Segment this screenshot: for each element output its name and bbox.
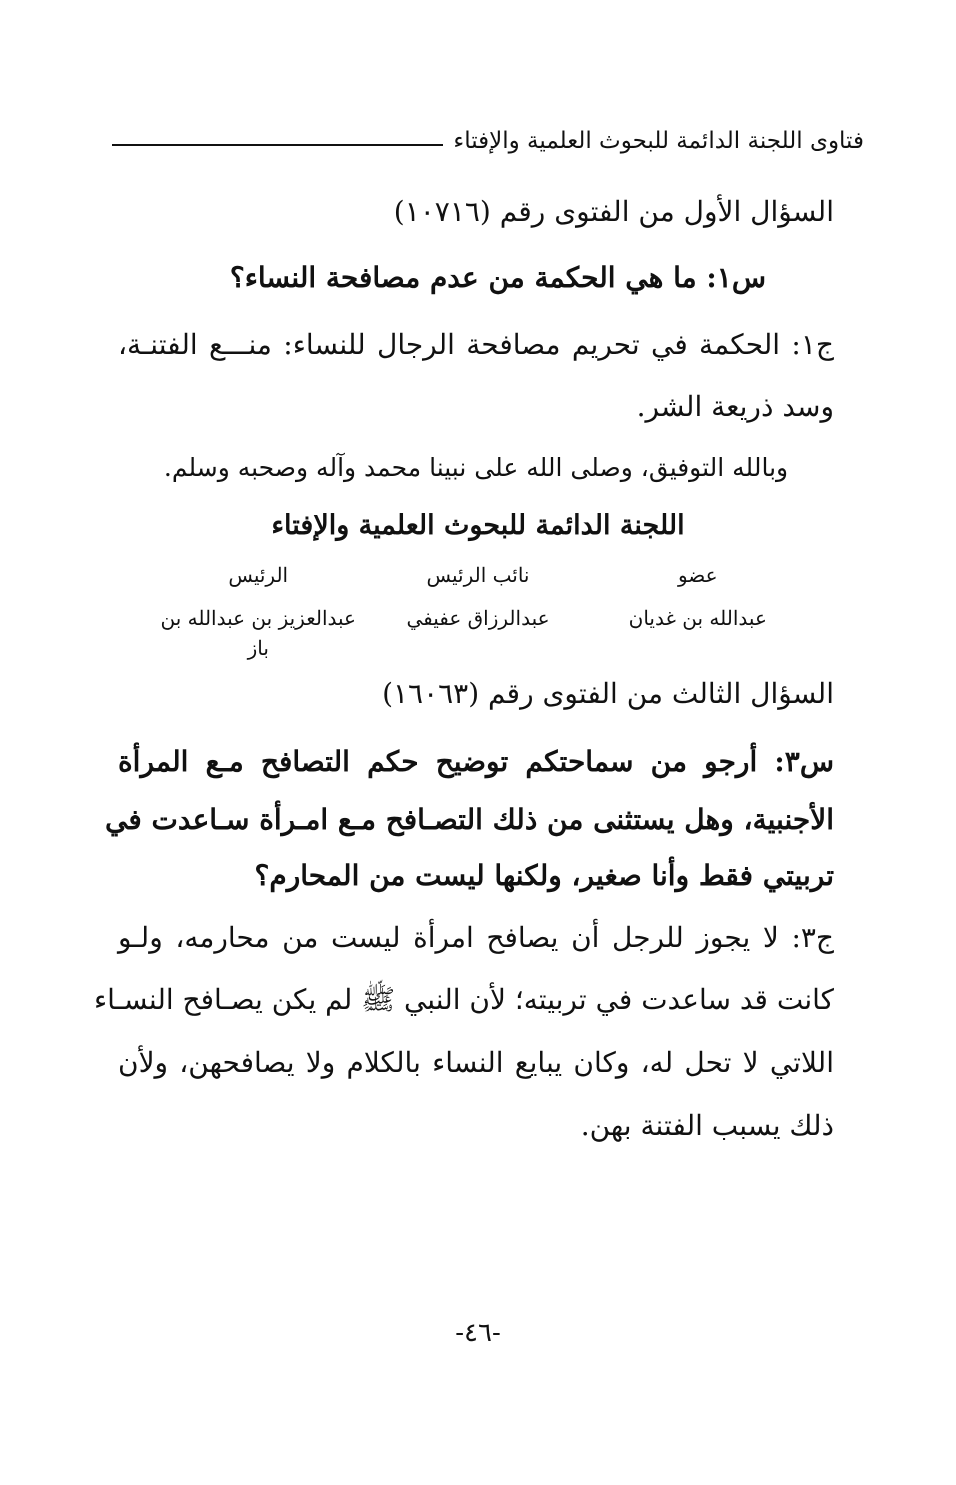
signatory-name: عبدالرزاق عفيفي [406, 606, 550, 630]
signatory-names [150, 603, 806, 663]
fatwa2-answer-line-4: ذلك يسبب الفتنة بهن. [580, 1109, 834, 1142]
signatory-role: نائب الرئيس [426, 563, 530, 587]
fatwa2-heading: السؤال الثالث من الفتوى رقم (١٦٠٦٣) [382, 677, 834, 710]
header-rule [112, 144, 443, 146]
fatwa1-heading: السؤال الأول من الفتوى رقم (١٠٧١٦) [393, 195, 834, 228]
fatwa1-closing: وبالله التوفيق، وصلى الله على نبينا محمد وآله وصحبه وسلم. [163, 453, 789, 482]
fatwa2-answer-line-1: ج٣: لا يجوز للرجل أن يصافح امرأة ليست من محارمه، ولـو [118, 921, 834, 954]
fatwa2-question-line-2: الأجنبية، وهل يستثنى من ذلك التصـافح مـع امـرأة سـاعدت في [105, 803, 834, 836]
fatwa1-answer-line-1: ج١: الحكمة في تحريم مصافحة الرجال للنساء: منـــع الفتنـة، [118, 328, 834, 361]
page-number: -٤٦- [455, 1318, 501, 1348]
signatory-name: عبدالعزيز بن عبدالله بن باز [160, 606, 356, 660]
fatwa2-question-line-3: تربيتي فقط وأنا صغير، ولكنها ليست من المحارم؟ [254, 859, 834, 892]
committee-name: اللجنة الدائمة للبحوث العلمية والإفتاء [271, 510, 685, 541]
fatwa2-answer-line-3: اللاتي لا تحل له، وكان يبايع النساء بالكلام ولا يصافحهن، ولأن [118, 1046, 834, 1079]
fatwa2-answer-line-2: كانت قد ساعدت في تربيته؛ لأن النبي ﷺ لم يكن يصـافح النسـاء [93, 983, 834, 1016]
signatory-name: عبدالله بن غديان [628, 606, 767, 630]
fatwa2-question-line-1: س٣: أرجو من سماحتكم توضيح حكم التصافح مـع المرأة [118, 745, 834, 778]
signatory-role: الرئيس [228, 563, 289, 587]
running-title: فتاوى اللجنة الدائمة للبحوث العلمية والإفتاء [453, 128, 864, 154]
running-header [112, 118, 864, 154]
fatwa1-answer-line-2: وسد ذريعة الشر. [636, 390, 834, 423]
fatwa1-question: س١: ما هي الحكمة من عدم مصافحة النساء؟ [229, 261, 766, 294]
signatory-role: عضو [677, 563, 718, 587]
signatory-roles [150, 560, 806, 590]
